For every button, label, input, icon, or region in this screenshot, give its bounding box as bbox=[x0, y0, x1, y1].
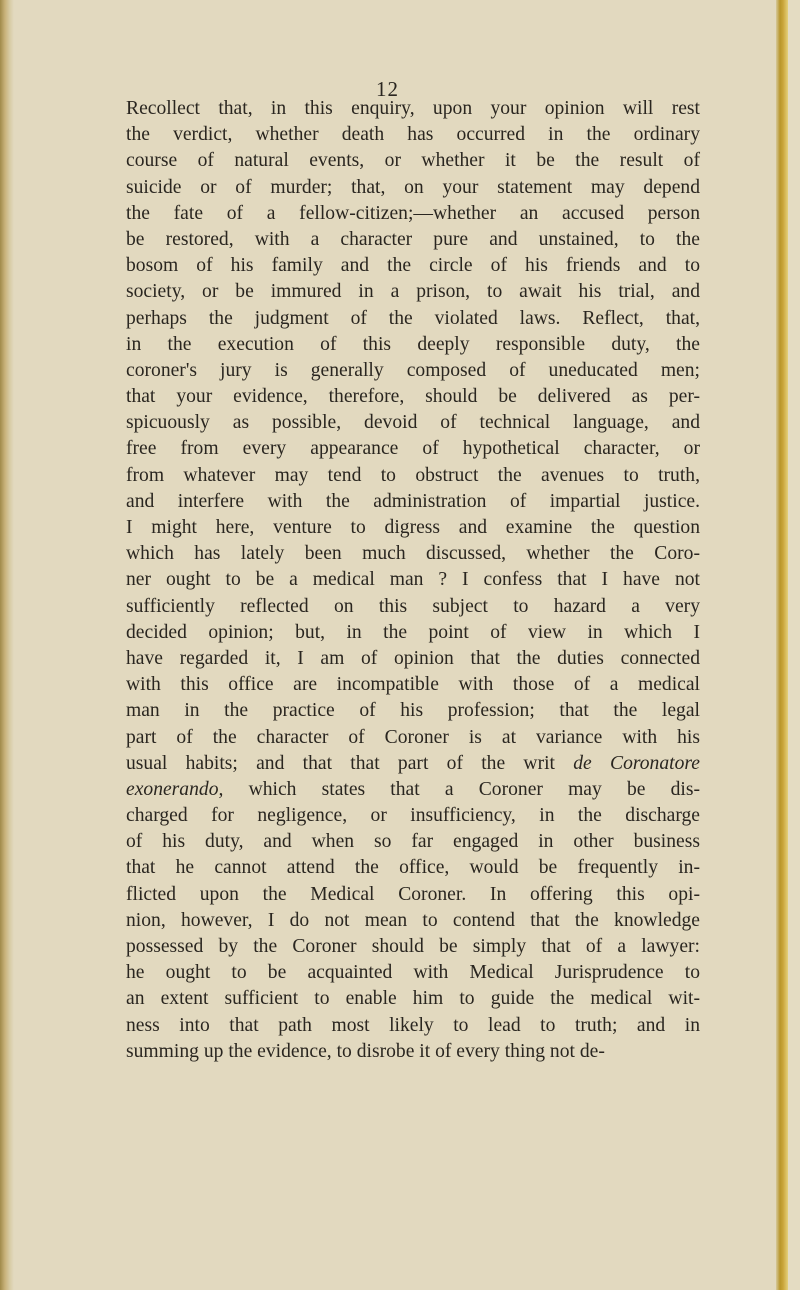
text-line: sufficiently reflected on this subject to hazard a very bbox=[126, 595, 700, 617]
text-line: in the execution of this deeply responsible duty, the bbox=[126, 333, 700, 355]
text-line: part of the character of Coroner is at variance with his bbox=[126, 726, 700, 748]
text-line: course of natural events, or whether it be the result of bbox=[126, 150, 700, 172]
italic-text: exonerando, bbox=[126, 778, 224, 800]
text-line: the verdict, whether death has occurred in the ordinary bbox=[126, 124, 700, 146]
text-line: the fate of a fellow-citizen;—whether an accused person bbox=[126, 202, 700, 224]
text-line: an extent sufficient to enable him to guide the medical wit- bbox=[126, 988, 700, 1010]
text-line: possessed by the Coroner should be simply that of a lawyer: bbox=[126, 936, 700, 957]
text-line: ness into that path most likely to lead to truth; and in bbox=[126, 1014, 700, 1036]
text-line: man in the practice of his profession; that the legal bbox=[126, 700, 700, 722]
text-line: he ought to be acquainted with Medical Jurisprudence to bbox=[126, 962, 700, 984]
text-line: that your evidence, therefore, should be delivered as per- bbox=[126, 386, 700, 408]
text-line: suicide or of murder; that, on your statement may depend bbox=[126, 176, 700, 198]
text-line: society, or be immured in a prison, to await his trial, and bbox=[126, 281, 700, 303]
text-line-mixed bbox=[126, 777, 700, 803]
text-line: coroner's jury is generally composed of uneducated men; bbox=[126, 359, 700, 381]
text-line: spicuously as possible, devoid of technical language, and bbox=[126, 412, 700, 434]
text-line: free from every appearance of hypothetical character, or bbox=[126, 438, 700, 460]
text-line: Recollect that, in this enquiry, upon your opinion will rest bbox=[126, 98, 700, 119]
text-line: nion, however, I do not mean to contend that the knowledge bbox=[126, 909, 700, 931]
text-line: be restored, with a character pure and unstained, to the bbox=[126, 228, 700, 250]
text-line: have regarded it, I am of opinion that the duties connected bbox=[126, 647, 700, 669]
text-line: summing up the evidence, to disrobe it of every thing not de- bbox=[126, 1040, 605, 1062]
text-line: charged for negligence, or insufficiency, in the discharge bbox=[126, 805, 700, 827]
text-line: flicted upon the Medical Coroner. In offering this opi- bbox=[126, 883, 700, 905]
text-line: with this office are incompatible with those of a medical bbox=[126, 674, 700, 696]
page-number: 12 bbox=[376, 77, 399, 101]
text-line: of his duty, and when so far engaged in other business bbox=[126, 831, 700, 853]
text-span: which states that a Coroner may be dis- bbox=[248, 778, 701, 800]
italic-text: de Coronatore bbox=[573, 752, 700, 774]
text-line: ner ought to be a medical man ? I confess that I have not bbox=[126, 569, 700, 591]
text-line: bosom of his family and the circle of his friends and to bbox=[126, 255, 700, 277]
text-line: that he cannot attend the office, would be frequently in- bbox=[126, 857, 700, 879]
text-span: usual habits; and that that part of the writ bbox=[126, 752, 555, 774]
text-line: decided opinion; but, in the point of view in which I bbox=[126, 621, 700, 643]
page-gutter-edge bbox=[0, 0, 14, 1290]
body-text bbox=[126, 96, 700, 1065]
text-line: and interfere with the administration of impartial justice. bbox=[126, 490, 700, 512]
text-line: from whatever may tend to obstruct the avenues to truth, bbox=[126, 464, 700, 486]
page-fore-edge bbox=[776, 0, 788, 1290]
text-line-mixed bbox=[126, 751, 700, 777]
text-line: which has lately been much discussed, whether the Coro- bbox=[126, 543, 700, 565]
text-line: I might here, venture to digress and examine the question bbox=[126, 517, 700, 538]
text-line: perhaps the judgment of the violated laws. Reflect, that, bbox=[126, 307, 700, 329]
